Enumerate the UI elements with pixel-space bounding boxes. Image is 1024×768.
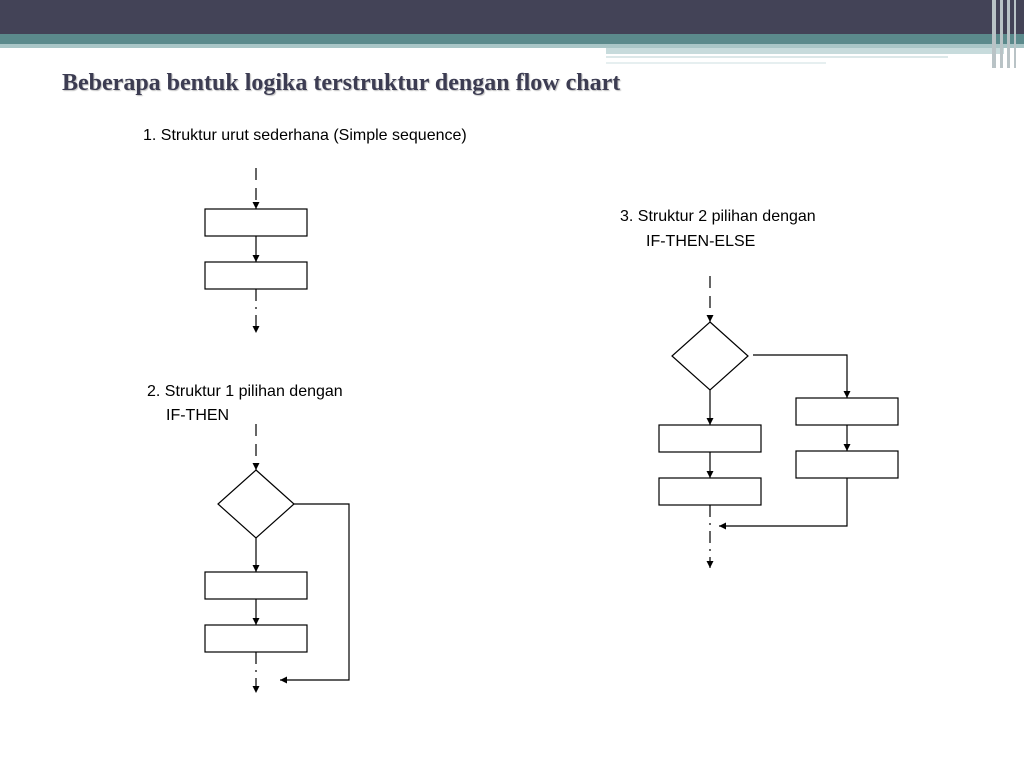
flowchart-if-then xyxy=(205,424,349,693)
flowchart-sequence xyxy=(205,168,307,333)
process-box xyxy=(796,398,898,425)
decision-diamond xyxy=(672,322,748,390)
decision-diamond xyxy=(218,470,294,538)
process-box xyxy=(205,625,307,652)
section-1-label: 1. Struktur urut sederhana (Simple sequence) xyxy=(143,127,467,144)
section-2-sublabel: IF-THEN xyxy=(166,407,230,424)
process-box xyxy=(205,209,307,236)
section-3-label: 3. Struktur 2 pilihan dengan xyxy=(620,208,816,225)
process-box xyxy=(205,572,307,599)
process-box xyxy=(796,451,898,478)
flowchart-if-then-else xyxy=(659,276,898,568)
slide-title: Beberapa bentuk logika terstruktur dengan flow chart xyxy=(62,70,621,96)
else-branch-arrow xyxy=(753,355,847,398)
process-box xyxy=(205,262,307,289)
process-box xyxy=(659,478,761,505)
section-3-sublabel: IF-THEN-ELSE xyxy=(646,233,756,250)
process-box xyxy=(659,425,761,452)
section-2-label: 2. Struktur 1 pilihan dengan xyxy=(147,383,343,400)
